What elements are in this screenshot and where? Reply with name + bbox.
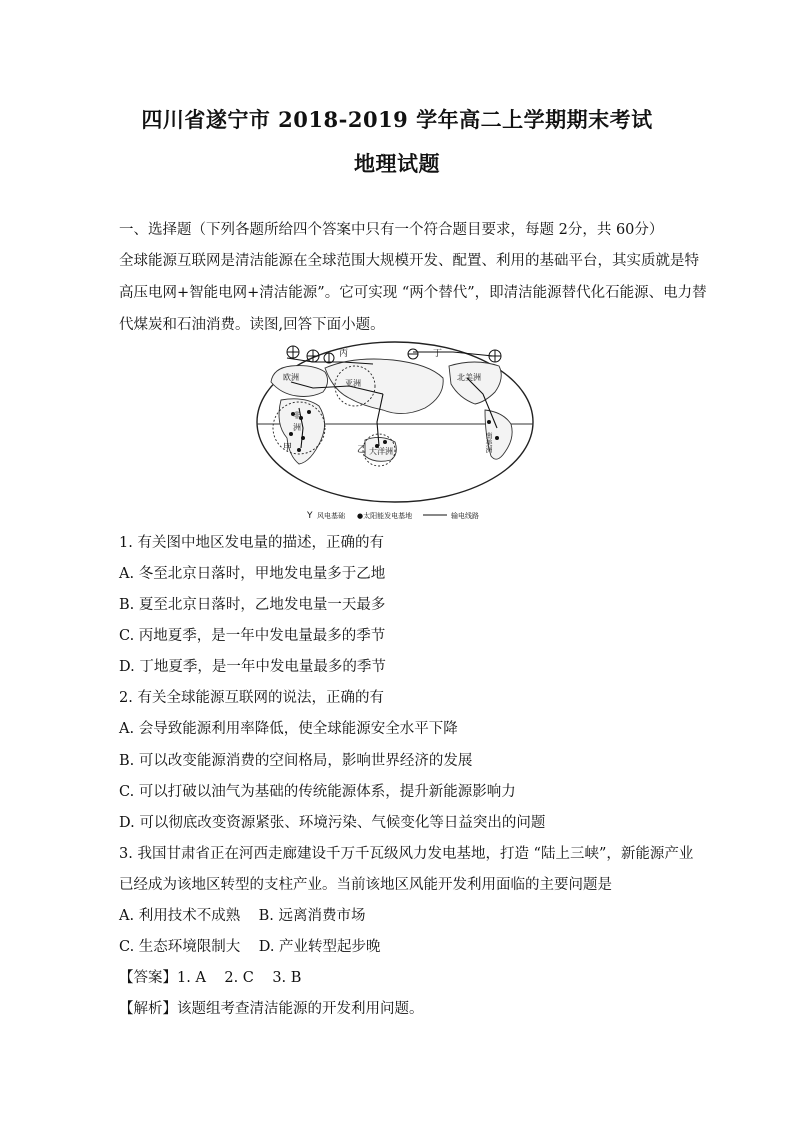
label-africa-2: 洲 <box>293 423 301 432</box>
label-africa-1: 非 <box>293 411 301 420</box>
q1-option-a: A. 冬至北京日落时，甲地发电量多于乙地 <box>119 566 386 582</box>
analysis-line: 【解析】该题组考查清洁能源的开发利用问题。 <box>119 1001 424 1017</box>
legend-line: 输电线路 <box>451 512 479 520</box>
label-south-america: 南美洲 <box>485 432 493 453</box>
label-europe: 欧洲 <box>283 373 299 382</box>
wind-legend-icon: Y <box>307 511 313 521</box>
intro-line-3: 代煤炭和石油消费。读图,回答下面小题。 <box>119 317 385 333</box>
q2-stem: 2. 有关全球能源互联网的说法，正确的有 <box>119 690 384 706</box>
intro-line-1: 全球能源互联网是清洁能源在全球范围大规模开发、配置、利用的基础平台，其实质就是特 <box>119 253 699 269</box>
q2-option-c: C. 可以打破以油气为基础的传统能源体系，提升新能源影响力 <box>119 784 516 800</box>
q3-stem-2: 已经成为该地区转型的支柱产业。当前该地区风能开发利用面临的主要问题是 <box>119 877 612 893</box>
label-asia: 亚洲 <box>345 379 361 388</box>
q1-option-d: D. 丁地夏季，是一年中发电量最多的季节 <box>119 659 386 675</box>
q2-option-b: B. 可以改变能源消费的空间格局，影响世界经济的发展 <box>119 753 473 769</box>
q1-option-b: B. 夏至北京日落时，乙地发电量一天最多 <box>119 597 386 613</box>
legend-solar: ●太阳能发电基地 <box>357 512 413 520</box>
q3-options-row-2: C. 生态环境限制大 D. 产业转型起步晚 <box>119 939 381 955</box>
label-jia: 甲 <box>283 443 293 453</box>
q1-option-c: C. 丙地夏季，是一年中发电量最多的季节 <box>119 628 386 644</box>
q3-options-row-1: A. 利用技术不成熟 B. 远离消费市场 <box>119 908 366 924</box>
intro-line-2: 高压电网+智能电网+清洁能源”。它可实现 “两个替代”，即清洁能源替代化石能源、电力替 <box>119 285 707 301</box>
q2-option-a: A. 会导致能源利用率降低，使全球能源安全水平下降 <box>119 721 458 737</box>
q1-stem: 1. 有关图中地区发电量的描述，正确的有 <box>119 535 384 551</box>
answer-line: 【答案】1. A 2. C 3. B <box>119 970 302 986</box>
label-north-america: 北美洲 <box>457 373 481 382</box>
document-subtitle: 地理试题 <box>354 151 440 176</box>
section-header: 一、选择题（下列各题所给四个答案中只有一个符合题目要求，每题 2分，共 60分） <box>119 222 664 238</box>
document-title: 四川省遂宁市 2018-2019 学年高二上学期期末考试 <box>141 107 653 132</box>
label-ding: 丁 <box>433 349 443 359</box>
q3-stem: 3. 我国甘肃省正在河西走廊建设千万千瓦级风力发电基地，打造 “陆上三峡”，新能源产业 <box>119 846 694 862</box>
map-legend <box>306 511 479 521</box>
legend-wind: 风电基础 <box>317 512 345 520</box>
label-oceania: 大洋洲 <box>369 447 393 456</box>
q2-option-d: D. 可以彻底改变资源紧张、环境污染、气候变化等日益突出的问题 <box>119 815 546 831</box>
label-yi: 乙 <box>357 445 367 455</box>
world-energy-map <box>253 338 537 524</box>
label-bing: 丙 <box>339 349 349 359</box>
